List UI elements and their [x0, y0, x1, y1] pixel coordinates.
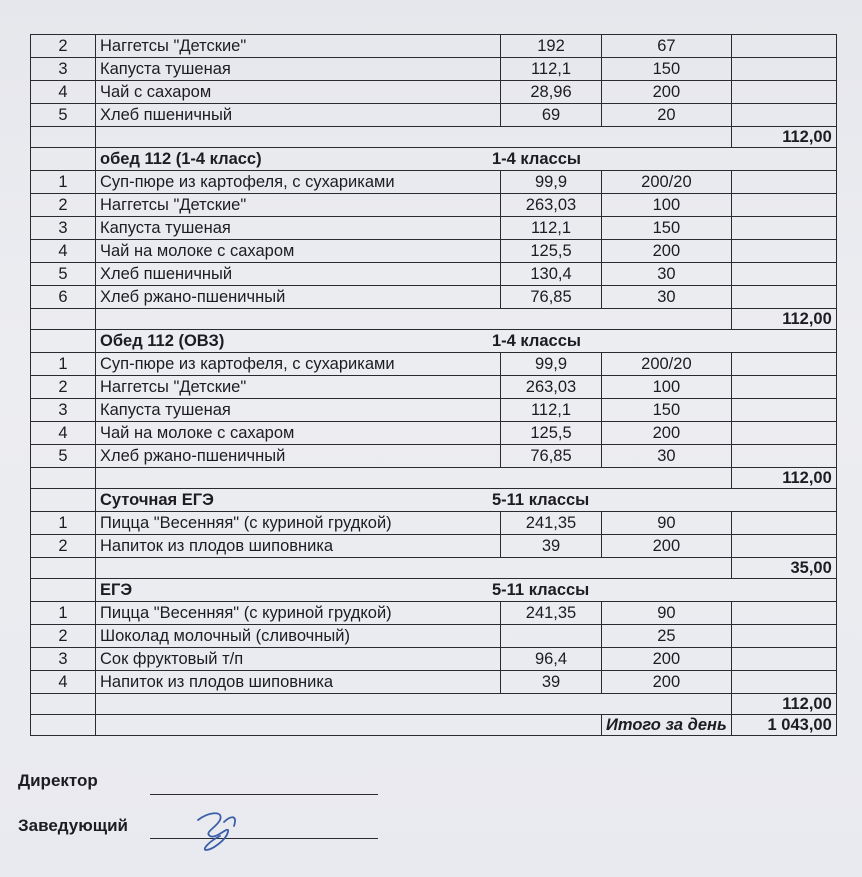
item-value: 263,03 — [501, 194, 602, 217]
total-empty-cell — [96, 715, 602, 736]
item-number: 1 — [31, 512, 96, 535]
item-weight: 25 — [602, 625, 732, 648]
item-weight: 100 — [602, 376, 732, 399]
total-empty-cell — [96, 694, 732, 715]
table-row — [31, 625, 837, 648]
table-row — [31, 512, 837, 535]
item-name: Чай на молоке с сахаром — [96, 422, 501, 445]
section-header-cell — [96, 330, 837, 353]
section-total: 112,00 — [731, 127, 836, 148]
head-label: Заведующий — [18, 816, 129, 835]
item-value: 112,1 — [501, 399, 602, 422]
item-name: Напиток из плодов шиповника — [96, 535, 501, 558]
item-weight: 30 — [602, 445, 732, 468]
item-value: 125,5 — [501, 422, 602, 445]
item-number: 3 — [31, 399, 96, 422]
item-number: 3 — [31, 648, 96, 671]
item-price — [731, 376, 836, 399]
item-price — [731, 671, 836, 694]
item-weight: 200 — [602, 240, 732, 263]
section-total-row — [31, 694, 837, 715]
item-weight: 100 — [602, 194, 732, 217]
item-weight: 90 — [602, 512, 732, 535]
item-name: Наггетсы "Детские" — [96, 35, 501, 58]
item-number: 2 — [31, 194, 96, 217]
total-empty-cell — [96, 468, 732, 489]
item-name: Суп-пюре из картофеля, с сухариками — [96, 171, 501, 194]
section-title: Суточная ЕГЭ — [100, 490, 214, 509]
table-row — [31, 81, 837, 104]
item-name: Сок фруктовый т/п — [96, 648, 501, 671]
section-header-wrap — [100, 491, 832, 510]
item-price — [731, 217, 836, 240]
item-name: Пицца "Весенняя" (с куриной грудкой) — [96, 512, 501, 535]
item-price — [731, 194, 836, 217]
section-total: 112,00 — [731, 468, 836, 489]
item-weight: 30 — [602, 263, 732, 286]
section-total: 112,00 — [731, 309, 836, 330]
section-header-num-cell — [31, 330, 96, 353]
table-row — [31, 240, 837, 263]
item-weight: 200 — [602, 671, 732, 694]
table-row — [31, 171, 837, 194]
item-number: 2 — [31, 35, 96, 58]
item-name: Чай на молоке с сахаром — [96, 240, 501, 263]
day-total-label: Итого за день — [602, 715, 732, 736]
item-price — [731, 445, 836, 468]
item-price — [731, 35, 836, 58]
item-name: Капуста тушеная — [96, 217, 501, 240]
section-class: 5-11 классы — [492, 490, 590, 509]
section-header — [31, 489, 837, 512]
section-class: 1-4 классы — [492, 149, 581, 168]
item-name: Пицца "Весенняя" (с куриной грудкой) — [96, 602, 501, 625]
item-value: 39 — [501, 535, 602, 558]
item-number: 6 — [31, 286, 96, 309]
item-name: Чай с сахаром — [96, 81, 501, 104]
section-total-row — [31, 558, 837, 579]
item-number: 2 — [31, 535, 96, 558]
day-total-value: 1 043,00 — [731, 715, 836, 736]
total-empty-cell — [96, 558, 732, 579]
day-total-row — [31, 715, 837, 736]
item-weight: 200 — [602, 81, 732, 104]
item-name: Хлеб ржано-пшеничный — [96, 286, 501, 309]
table-row — [31, 602, 837, 625]
item-price — [731, 648, 836, 671]
item-value: 39 — [501, 671, 602, 694]
item-name: Шоколад молочный (сливочный) — [96, 625, 501, 648]
item-price — [731, 263, 836, 286]
section-total-row — [31, 309, 837, 330]
item-weight: 200 — [602, 648, 732, 671]
table-row — [31, 422, 837, 445]
item-weight: 150 — [602, 58, 732, 81]
item-weight: 67 — [602, 35, 732, 58]
section-title: Обед 112 (ОВЗ) — [100, 331, 225, 350]
section-total: 112,00 — [731, 694, 836, 715]
section-title: обед 112 (1-4 класс) — [100, 149, 262, 168]
item-number: 4 — [31, 671, 96, 694]
item-value: 112,1 — [501, 217, 602, 240]
item-number: 2 — [31, 376, 96, 399]
item-price — [731, 104, 836, 127]
item-name: Наггетсы "Детские" — [96, 194, 501, 217]
item-value — [501, 625, 602, 648]
item-price — [731, 625, 836, 648]
item-price — [731, 353, 836, 376]
item-price — [731, 512, 836, 535]
section-header-cell — [96, 579, 837, 602]
item-value: 130,4 — [501, 263, 602, 286]
item-value: 28,96 — [501, 81, 602, 104]
item-value: 76,85 — [501, 445, 602, 468]
item-weight: 200/20 — [602, 353, 732, 376]
item-number: 4 — [31, 422, 96, 445]
item-price — [731, 286, 836, 309]
item-value: 96,4 — [501, 648, 602, 671]
item-price — [731, 171, 836, 194]
item-value: 241,35 — [501, 512, 602, 535]
menu-table — [30, 34, 837, 736]
item-value: 125,5 — [501, 240, 602, 263]
section-header — [31, 579, 837, 602]
section-header — [31, 148, 837, 171]
total-empty-cell — [96, 309, 732, 330]
section-header-num-cell — [31, 489, 96, 512]
item-weight: 150 — [602, 217, 732, 240]
table-row — [31, 445, 837, 468]
section-header-wrap — [100, 581, 832, 600]
table-row — [31, 35, 837, 58]
item-weight: 20 — [602, 104, 732, 127]
item-number: 2 — [31, 625, 96, 648]
item-value: 263,03 — [501, 376, 602, 399]
item-name: Напиток из плодов шиповника — [96, 671, 501, 694]
item-number: 3 — [31, 58, 96, 81]
item-number: 3 — [31, 217, 96, 240]
item-name: Хлеб пшеничный — [96, 104, 501, 127]
total-empty-cell — [31, 309, 96, 330]
director-signature-line — [150, 794, 378, 795]
item-number: 5 — [31, 445, 96, 468]
handwritten-signature — [190, 806, 260, 856]
item-name: Суп-пюре из картофеля, с сухариками — [96, 353, 501, 376]
section-header — [31, 330, 837, 353]
item-number: 4 — [31, 81, 96, 104]
total-empty-cell — [31, 468, 96, 489]
item-number: 4 — [31, 240, 96, 263]
item-number: 1 — [31, 602, 96, 625]
item-price — [731, 81, 836, 104]
item-number: 5 — [31, 263, 96, 286]
item-value: 112,1 — [501, 58, 602, 81]
item-number: 1 — [31, 171, 96, 194]
item-weight: 200 — [602, 422, 732, 445]
section-header-num-cell — [31, 148, 96, 171]
item-name: Капуста тушеная — [96, 58, 501, 81]
table-row — [31, 194, 837, 217]
item-weight: 30 — [602, 286, 732, 309]
item-value: 69 — [501, 104, 602, 127]
table-row — [31, 353, 837, 376]
item-name: Капуста тушеная — [96, 399, 501, 422]
item-price — [731, 535, 836, 558]
item-price — [731, 422, 836, 445]
table-row — [31, 263, 837, 286]
section-class: 5-11 классы — [492, 580, 590, 599]
item-value: 241,35 — [501, 602, 602, 625]
table-row — [31, 217, 837, 240]
section-header-cell — [96, 489, 837, 512]
item-value: 99,9 — [501, 171, 602, 194]
item-weight: 150 — [602, 399, 732, 422]
table-row — [31, 648, 837, 671]
total-empty-cell — [96, 127, 732, 148]
item-value: 76,85 — [501, 286, 602, 309]
total-empty-cell — [31, 694, 96, 715]
item-name: Наггетсы "Детские" — [96, 376, 501, 399]
section-total: 35,00 — [731, 558, 836, 579]
item-name: Хлеб ржано-пшеничный — [96, 445, 501, 468]
item-price — [731, 602, 836, 625]
table-row — [31, 104, 837, 127]
section-header-wrap — [100, 332, 832, 351]
item-price — [731, 399, 836, 422]
item-number: 5 — [31, 104, 96, 127]
item-value: 99,9 — [501, 353, 602, 376]
total-empty-cell — [31, 127, 96, 148]
section-class: 1-4 классы — [492, 331, 581, 350]
table-row — [31, 399, 837, 422]
table-row — [31, 376, 837, 399]
item-value: 192 — [501, 35, 602, 58]
item-number: 1 — [31, 353, 96, 376]
item-weight: 90 — [602, 602, 732, 625]
table-row — [31, 535, 837, 558]
head-signature-line — [150, 838, 378, 839]
section-header-cell — [96, 148, 837, 171]
item-name: Хлеб пшеничный — [96, 263, 501, 286]
item-weight: 200 — [602, 535, 732, 558]
section-header-num-cell — [31, 579, 96, 602]
item-price — [731, 240, 836, 263]
section-header-wrap — [100, 150, 832, 169]
total-empty-cell — [31, 558, 96, 579]
section-total-row — [31, 468, 837, 489]
director-label: Директор — [18, 771, 98, 790]
table-row — [31, 58, 837, 81]
item-weight: 200/20 — [602, 171, 732, 194]
table-row — [31, 671, 837, 694]
section-title: ЕГЭ — [100, 580, 133, 599]
section-total-row — [31, 127, 837, 148]
item-price — [731, 58, 836, 81]
total-empty-cell — [31, 715, 96, 736]
table-row — [31, 286, 837, 309]
